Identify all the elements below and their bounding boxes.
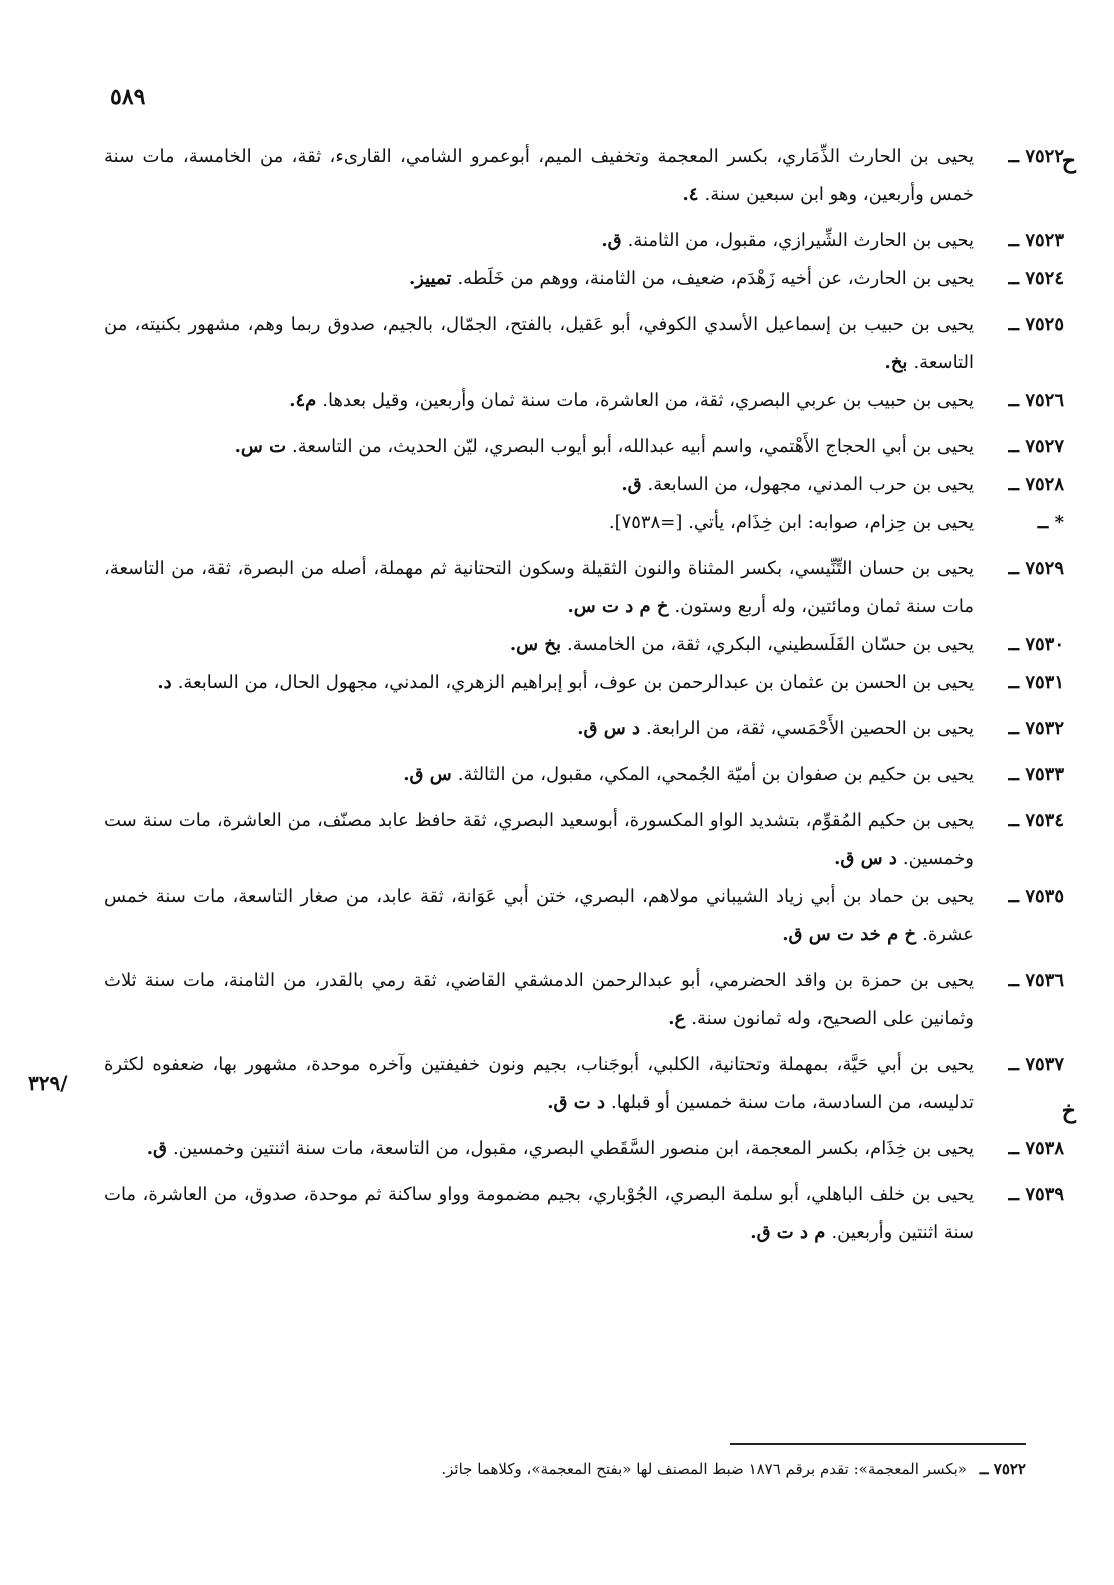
- entry-body: يحيى بن حسّان الفَلَسطيني، البكري، ثقة، من الخامسة.: [566, 634, 974, 655]
- entry-text: [104, 222, 974, 260]
- entry-text: [104, 260, 974, 298]
- footnote-number: ٧٥٢٢ ــ: [979, 1460, 1026, 1478]
- entry-body: يحيى بن خلف الباهلي، أبو سلمة البصري، الجُوْباري، بجيم مضمومة وواو ساكنة ثم موحدة، صدوق، من العاشرة، مات سنة اثنتين وأربعين.: [104, 1184, 975, 1243]
- entry-text: [104, 550, 974, 626]
- entry-body: يحيى بن حماد بن أبي زياد الشيباني مولاهم، البصري، ختن أبي عَوَانة، ثقة عابد، من صغار التاسعة، مات سنة خمس عشرة.: [104, 886, 974, 945]
- entry-text: [104, 802, 974, 878]
- entry-number: ٧٥٢٩ ــ: [1008, 558, 1064, 579]
- entry-number: ٧٥٣١ ــ: [1008, 672, 1064, 693]
- entry-body: يحيى بن حمزة بن واقد الحضرمي، أبو عبدالرحمن الدمشقي القاضي، ثقة رمي بالقدر، من الثامنة، مات سنة ثلاث وثمانين على الصحيح، وله ثمانون سنة.: [104, 970, 974, 1029]
- entry-text: [104, 962, 974, 1038]
- entry-7523: [104, 222, 1064, 260]
- entry-code: د.: [157, 672, 172, 693]
- entry-body: يحيى بن حرب المدني، مجهول، من السابعة.: [647, 474, 974, 495]
- entry-number: ٧٥٣٣ ــ: [1008, 764, 1064, 785]
- entry-text: [104, 756, 974, 794]
- entry-body: يحيى بن الحسن بن عثمان بن عبدالرحمن بن عوف، أبو إبراهيم الزهري، المدني، مجهول الحال، من السابعة.: [177, 672, 974, 693]
- entry-number: ٧٥٣٨ ــ: [1008, 1138, 1064, 1159]
- entry-number: ٧٥٣٠ ــ: [1008, 634, 1064, 655]
- entry-number: ٧٥٢٨ ــ: [1008, 474, 1064, 495]
- entries-list: [104, 138, 1064, 1260]
- entry-text: [104, 878, 974, 954]
- entry-code: د س ق.: [834, 848, 897, 869]
- margin-page-reference: /٣٢٩: [28, 1071, 68, 1095]
- entry-code: د س ق.: [577, 718, 640, 739]
- entry-text: [104, 1046, 974, 1122]
- entry-7529: [104, 550, 1064, 626]
- entry-code: س ق.: [403, 764, 452, 785]
- entry-7525: [104, 306, 1064, 382]
- entry-number: ٧٥٢٧ ــ: [1008, 436, 1064, 457]
- entry-text: [104, 382, 974, 420]
- entry-body: يحيى بن خِذَام، بكسر المعجمة، ابن منصور السَّقَطي البصري، مقبول، من التاسعة، مات سنة اثنتين وخمسين.: [172, 1138, 974, 1159]
- entry-body: يحيى بن الحصين الأَحْمَسي، ثقة، من الرابعة.: [645, 718, 974, 739]
- page-number: ٥٨٩: [110, 84, 146, 110]
- entry-7534: [104, 802, 1064, 878]
- entry-code: بخ س.: [509, 634, 561, 655]
- entry-text: [104, 504, 974, 542]
- entry-number: ٧٥٣٧ ــ: [1008, 1054, 1064, 1075]
- entry-code: تمييز.: [408, 268, 452, 289]
- entry-body: يحيى بن حبيب بن إسماعيل الأسدي الكوفي، أبو عَقيل، بالفتح، الجمّال، بالجيم، صدوق ربما وهم، مشهور بكنيته، من التاسعة.: [104, 314, 974, 373]
- entry-7522: [104, 138, 1064, 214]
- entry-7532: [104, 710, 1064, 748]
- entry-text: [104, 306, 974, 382]
- entry-7539: [104, 1176, 1064, 1252]
- entry-code: ٤.: [682, 184, 699, 205]
- entry-7537: [104, 1046, 1064, 1122]
- entry-text: [104, 664, 974, 702]
- entry-7538: [104, 1130, 1064, 1168]
- entry-code: م د ت ق.: [750, 1222, 826, 1243]
- entry-7527: [104, 428, 1064, 466]
- entry-body: يحيى بن الحارث، عن أخيه زَهْدَم، ضعيف، من الثامنة، ووهم من خَلَطه.: [457, 268, 974, 289]
- entry-body: يحيى بن حكيم بن صفوان بن أميّة الجُمحي، المكي، مقبول، من الثالثة.: [457, 764, 974, 785]
- entry-body: يحيى بن أبي الحجاج الأَهْتمي، واسم أبيه عبدالله، أبو أيوب البصري، ليّن الحديث، من التاسعة.: [292, 436, 974, 457]
- entry-text: [104, 1176, 974, 1252]
- entry-number: ٧٥٢٥ ــ: [1008, 314, 1064, 335]
- entry-7533: [104, 756, 1064, 794]
- entry-number: ٧٥٢٣ ــ: [1008, 230, 1064, 251]
- entry-cross-reference: [104, 504, 1064, 542]
- entry-text: [104, 710, 974, 748]
- section-letter-kha: خ: [1061, 1098, 1076, 1124]
- entry-number: ٧٥٣٦ ــ: [1008, 970, 1064, 991]
- entry-number: ٧٥٣٤ ــ: [1008, 810, 1064, 831]
- entry-7526: [104, 382, 1064, 420]
- entry-body: يحيى بن حبيب بن عربي البصري، ثقة، من العاشرة، مات سنة ثمان وأربعين، وقيل بعدها.: [322, 390, 974, 411]
- entry-code: ق.: [146, 1138, 167, 1159]
- entry-text: [104, 466, 974, 504]
- entry-body: يحيى بن الحارث الشِّيرازي، مقبول، من الثامنة.: [627, 230, 974, 251]
- entry-body: يحيى بن حِزام، صوابه: ابن خِذَام، يأتي. [=٧٥٣٨].: [608, 512, 974, 533]
- entry-code: ق.: [621, 474, 642, 495]
- entry-code: د ت ق.: [547, 1092, 605, 1113]
- entry-7524: [104, 260, 1064, 298]
- entry-number: ٧٥٣٢ ــ: [1008, 718, 1064, 739]
- entry-code: بخ.: [884, 352, 908, 373]
- entry-code: خ م خد ت س ق.: [782, 924, 917, 945]
- entry-7528: [104, 466, 1064, 504]
- entry-7531: [104, 664, 1064, 702]
- entry-code: ع.: [668, 1008, 686, 1029]
- entry-7535: [104, 878, 1064, 954]
- entry-body: يحيى بن أبي حَيَّة، بمهملة وتحتانية، الكلبي، أبوجَناب، بجيم ونون خفيفتين وآخره موحدة، مشهور بها، ضعفوه لكثرة تدليسه، من السادسة، مات سنة خمسين أو قبلها.: [104, 1054, 974, 1113]
- entry-number: ٧٥٣٥ ــ: [1008, 886, 1064, 907]
- entry-code: ت س.: [234, 436, 287, 457]
- entry-number: ٧٥٢٦ ــ: [1008, 390, 1064, 411]
- entry-7536: [104, 962, 1064, 1038]
- entry-7530: [104, 626, 1064, 664]
- entry-code: ق.: [601, 230, 622, 251]
- footnote: [126, 1456, 1026, 1482]
- entry-text: [104, 138, 974, 214]
- section-letter-ha: ح: [1061, 148, 1076, 174]
- entry-code: م٤.: [289, 390, 317, 411]
- entry-text: [104, 1130, 974, 1168]
- entry-number: * ــ: [1037, 512, 1064, 533]
- footnote-divider: [730, 1443, 1026, 1445]
- entry-number: ٧٥٣٩ ــ: [1008, 1184, 1064, 1205]
- footnote-text: «بكسر المعجمة»: تقدم برقم ١٨٧٦ ضبط المصنف لها «بفتح المعجمة»، وكلاهما جائز.: [441, 1460, 967, 1478]
- entry-body: يحيى بن الحارث الذِّمَاري، بكسر المعجمة وتخفيف الميم، أبوعمرو الشامي، القارىء، ثقة، من الخامسة، مات سنة خمس وأربعين، وهو ابن سبعين سنة.: [104, 146, 974, 205]
- entry-number: ٧٥٢٤ ــ: [1008, 268, 1064, 289]
- entry-code: خ م د ت س.: [567, 596, 669, 617]
- entry-text: [104, 626, 974, 664]
- entry-body: يحيى بن حسان التِّنِّيسي، بكسر المثناة والنون الثقيلة وسكون التحتانية ثم مهملة، أصله من البصرة، ثقة، من التاسعة، مات سنة ثمان ومائتين، وله أربع وستون.: [104, 558, 974, 617]
- entry-body: يحيى بن حكيم المُقوِّم، بتشديد الواو المكسورة، أبوسعيد البصري، ثقة حافظ عابد مصنّف، من العاشرة، مات سنة ست وخمسين.: [104, 810, 974, 869]
- entry-text: [104, 428, 974, 466]
- entry-number: ٧٥٢٢ ــ: [1008, 146, 1064, 167]
